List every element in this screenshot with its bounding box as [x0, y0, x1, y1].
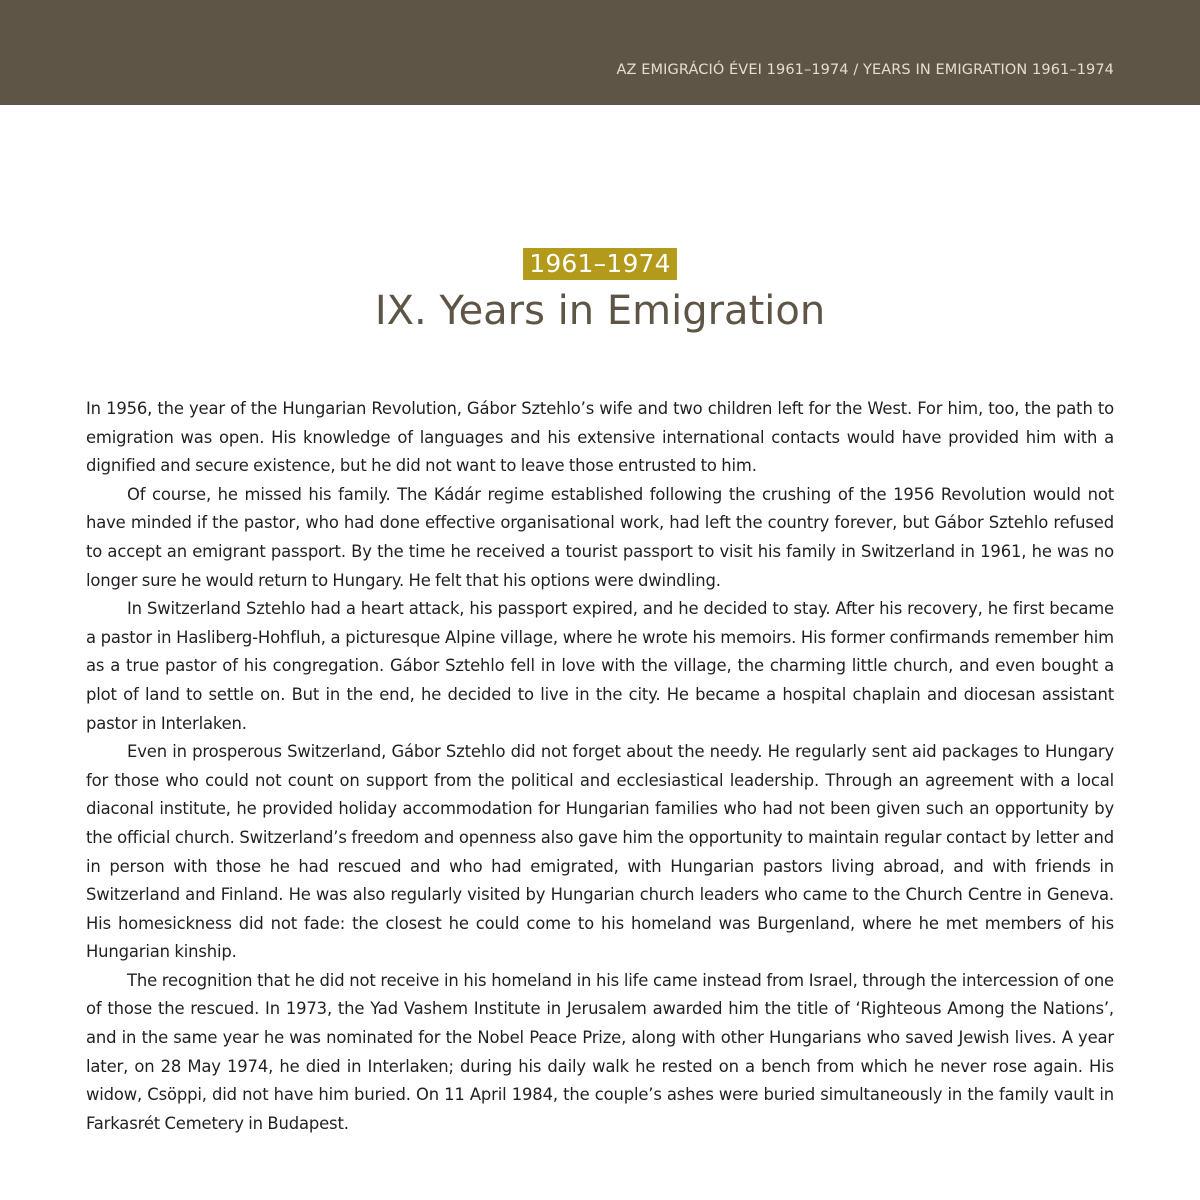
paragraph-2: Of course, he missed his family. The Kádár regime established following the crushing of the 1956 Revolution would not have minded if the pastor, who had done effective organisational work, had left the country forever, but Gábor Sztehlo refused to accept an emigrant passport. By the time he received a tourist passport to visit his family in Switzerland in 1961, he was no longer sure he would return to Hungary. He felt that his options were dwindling.	[86, 484, 1114, 590]
chapter-title: IX. Years in Emigration	[374, 288, 826, 334]
paragraph-5: The recognition that he did not receive in his homeland in his life came instead from Israel, through the intercession of one of those the rescued. In 1973, the Yad Vashem Institute in Jerusalem awarded him the title of ‘Righteous Among the Nations’, and in the same year he was nominated for the Nobel Peace Prize, along with other Hungarians who saved Jewish lives. A year later, on 28 May 1974, he died in Interlaken; during his daily walk he rested on a bench from which he never rose again. His widow, Csöppi, did not have him buried. On 11 April 1984, the couple’s ashes were buried simultaneously in the family vault in Farkasrét Cemetery in Budapest.	[86, 970, 1114, 1133]
running-head: AZ EMIGRÁCIÓ ÉVEI 1961–1974 / YEARS IN EMIGRATION 1961–1974	[616, 62, 1114, 78]
header-bar	[0, 0, 1200, 105]
paragraph-3: In Switzerland Sztehlo had a heart attack, his passport expired, and he decided to stay. After his recovery, he first became a pastor in Hasliberg-Hohfluh, a picturesque Alpine village, where he wrote his memoirs. His former confirmands remember him as a true pastor of his congregation. Gábor Sztehlo fell in love with the village, the charming little church, and even bought a plot of land to settle on. But in the end, he decided to live in the city. He became a hospital chaplain and diocesan assistant pastor in Interlaken.	[86, 599, 1114, 733]
chapter-heading	[0, 248, 1200, 334]
body-text	[86, 395, 1114, 1138]
paragraph-4: Even in prosperous Switzerland, Gábor Sztehlo did not forget about the needy. He regularly sent aid packages to Hungary for those who could not count on support from the political and ecclesiastical leadership. Through an agreement with a local diaconal institute, he provided holiday accommodation for Hungarian families who had not been given such an opportunity by the official church. Switzerland’s freedom and openness also gave him the opportunity to maintain regular contact by letter and in person with those he had rescued and who had emigrated, with Hungarian pastors living abroad, and with friends in Switzerland and Finland. He was also regularly visited by Hungarian church leaders who came to the Church Centre in Geneva. His homesickness did not fade: the closest he could come to his homeland was Burgenland, where he met members of his Hungarian kinship.	[86, 742, 1114, 962]
paragraph-1: In 1956, the year of the Hungarian Revolution, Gábor Sztehlo’s wife and two children left for the West. For him, too, the path to emigration was open. His knowledge of languages and his extensive international contacts would have provided him with a dignified and secure existence, but he did not want to leave those entrusted to him.	[86, 399, 1114, 476]
date-range-badge: 1961–1974	[523, 248, 677, 280]
